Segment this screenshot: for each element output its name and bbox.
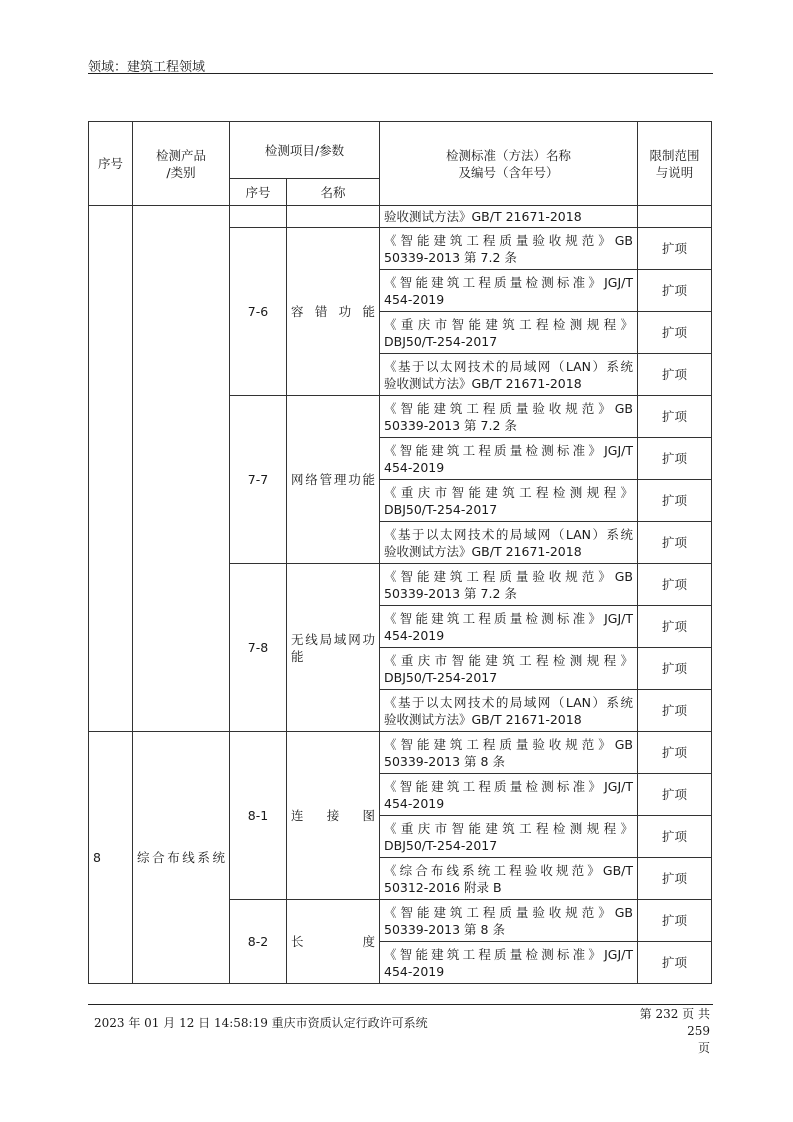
- standard-line1: 《智能建筑工程质量检测标准》JGJ/T: [384, 778, 633, 794]
- standard-line2: 50339-2013 第 7.2 条: [384, 585, 517, 601]
- standard-line2: 50312-2016 附录 B: [384, 879, 502, 895]
- cell-item-name: 网络管理功能: [287, 396, 380, 564]
- header-standard: [380, 122, 638, 206]
- header-standard-line2: 及编号（含年号）: [458, 164, 559, 180]
- cell-limit: 扩项: [638, 606, 712, 648]
- cell-standard: [380, 942, 638, 984]
- standard-line1: 《重庆市智能建筑工程检测规程》: [384, 316, 633, 332]
- cell-limit: 扩项: [638, 942, 712, 984]
- header-item-name: 名称: [287, 179, 380, 206]
- standard-line1: 《重庆市智能建筑工程检测规程》: [384, 652, 633, 668]
- footer-divider: [88, 1004, 713, 1005]
- standard-line2: DBJ50/T-254-2017: [384, 837, 498, 853]
- standard-line2: DBJ50/T-254-2017: [384, 333, 498, 349]
- cell-standard: [380, 396, 638, 438]
- header-category-line1: 检测产品: [155, 147, 206, 163]
- standard-line2: 50339-2013 第 8 条: [384, 753, 505, 769]
- cell-limit: 扩项: [638, 354, 712, 396]
- cell-limit: 扩项: [638, 732, 712, 774]
- cell-standard: [380, 858, 638, 900]
- standard-line2: DBJ50/T-254-2017: [384, 501, 498, 517]
- header-item-seq: 序号: [230, 179, 287, 206]
- cell-standard: [380, 354, 638, 396]
- cell-limit: 扩项: [638, 270, 712, 312]
- standard-line2: 验收测试方法》GB/T 21671-2018: [384, 375, 582, 391]
- header-item-group: 检测项目/参数: [230, 122, 380, 179]
- cell-item-seq-empty: [230, 206, 287, 228]
- standard-line2: 454-2019: [384, 795, 445, 811]
- cell-standard: [380, 690, 638, 732]
- cell-category-empty: [133, 206, 230, 732]
- standard-line1: 《智能建筑工程质量检测标准》JGJ/T: [384, 946, 633, 962]
- footer-page-line1: 第 232 页 共 259: [639, 1007, 710, 1038]
- cell-item-seq: 8-1: [230, 732, 287, 900]
- cell-standard: [380, 606, 638, 648]
- cell-standard: [380, 438, 638, 480]
- cell-item-name: 无线局域网功能: [287, 564, 380, 732]
- cell-standard: [380, 648, 638, 690]
- cell-item-name: 连接图: [287, 732, 380, 900]
- header-limit-line1: 限制范围: [649, 147, 700, 163]
- cell-standard: [380, 564, 638, 606]
- standard-line2: 验收测试方法》GB/T 21671-2018: [384, 711, 582, 727]
- cell-limit: 扩项: [638, 774, 712, 816]
- cell-limit: 扩项: [638, 522, 712, 564]
- standard-line1: 《智能建筑工程质量验收规范》GB: [384, 232, 633, 248]
- standard-line2: 验收测试方法》GB/T 21671-2018: [384, 543, 582, 559]
- table-row-continuation: [89, 206, 712, 228]
- footer-timestamp: 2023 年 01 月 12 日 14:58:19 重庆市资质认定行政许可系统: [94, 1016, 428, 1030]
- footer-page-number: [620, 1006, 710, 1057]
- cell-limit: 扩项: [638, 480, 712, 522]
- cell-limit: 扩项: [638, 438, 712, 480]
- cell-item-seq: 7-8: [230, 564, 287, 732]
- page-header-domain: 领域：建筑工程领域: [88, 60, 206, 75]
- standard-line1: 《智能建筑工程质量检测标准》JGJ/T: [384, 610, 633, 626]
- standard-line1: 《智能建筑工程质量验收规范》GB: [384, 736, 633, 752]
- footer-page-line2: 页: [697, 1041, 710, 1055]
- cell-item-seq: 7-7: [230, 396, 287, 564]
- standard-line1: 《基于以太网技术的局域网（LAN）系统: [384, 526, 633, 542]
- cell-standard: [380, 522, 638, 564]
- standard-line1: 《智能建筑工程质量验收规范》GB: [384, 400, 633, 416]
- cell-item-seq: 8-2: [230, 900, 287, 984]
- cell-standard: [380, 480, 638, 522]
- standard-line1: 《智能建筑工程质量检测标准》JGJ/T: [384, 442, 633, 458]
- cell-item-name: 长度: [287, 900, 380, 984]
- cell-standard: [380, 816, 638, 858]
- cell-standard: [380, 774, 638, 816]
- standard-line2: DBJ50/T-254-2017: [384, 669, 498, 685]
- standard-line1: 《重庆市智能建筑工程检测规程》: [384, 820, 633, 836]
- cell-limit-empty: [638, 206, 712, 228]
- cell-limit: 扩项: [638, 312, 712, 354]
- cell-limit: 扩项: [638, 858, 712, 900]
- cell-limit: 扩项: [638, 396, 712, 438]
- cell-limit: 扩项: [638, 648, 712, 690]
- standard-line2: 50339-2013 第 7.2 条: [384, 249, 517, 265]
- standard-line2: 454-2019: [384, 963, 445, 979]
- cell-standard: [380, 312, 638, 354]
- standard-line1: 《智能建筑工程质量验收规范》GB: [384, 568, 633, 584]
- cell-item-seq: 7-6: [230, 228, 287, 396]
- standard-line2: 454-2019: [384, 291, 445, 307]
- header-standard-line1: 检测标准（方法）名称: [445, 147, 571, 163]
- cell-limit: 扩项: [638, 816, 712, 858]
- standard-line2: 454-2019: [384, 627, 445, 643]
- cell-limit: 扩项: [638, 690, 712, 732]
- cell-standard: [380, 228, 638, 270]
- cell-standard: [380, 732, 638, 774]
- standard-line1: 《智能建筑工程质量验收规范》GB: [384, 904, 633, 920]
- cell-item-name-empty: [287, 206, 380, 228]
- standard-line1: 《基于以太网技术的局域网（LAN）系统: [384, 358, 633, 374]
- header-limit-line2: 与说明: [655, 164, 694, 180]
- cell-standard: 验收测试方法》GB/T 21671-2018: [380, 206, 638, 228]
- standard-line2: 50339-2013 第 7.2 条: [384, 417, 517, 433]
- header-divider: [88, 73, 713, 74]
- standard-line1: 《智能建筑工程质量检测标准》JGJ/T: [384, 274, 633, 290]
- header-seq: 序号: [89, 122, 133, 206]
- cell-standard: [380, 270, 638, 312]
- inspection-table: [88, 121, 712, 984]
- cell-item-name: 容错功能: [287, 228, 380, 396]
- standard-line2: 454-2019: [384, 459, 445, 475]
- header-category: [133, 122, 230, 206]
- standard-line1: 《综合布线系统工程验收规范》GB/T: [384, 862, 633, 878]
- cell-limit: 扩项: [638, 900, 712, 942]
- table-row: [89, 732, 712, 774]
- cell-seq-empty: [89, 206, 133, 732]
- cell-limit: 扩项: [638, 228, 712, 270]
- standard-line1: 《基于以太网技术的局域网（LAN）系统: [384, 694, 633, 710]
- header-category-line2: /类别: [166, 164, 196, 180]
- standard-line2: 50339-2013 第 8 条: [384, 921, 505, 937]
- header-limit: [638, 122, 712, 206]
- cell-standard: [380, 900, 638, 942]
- cell-product-seq: 8: [89, 732, 133, 984]
- standard-line1: 《重庆市智能建筑工程检测规程》: [384, 484, 633, 500]
- cell-product-name: 综合布线系统: [133, 732, 230, 984]
- cell-limit: 扩项: [638, 564, 712, 606]
